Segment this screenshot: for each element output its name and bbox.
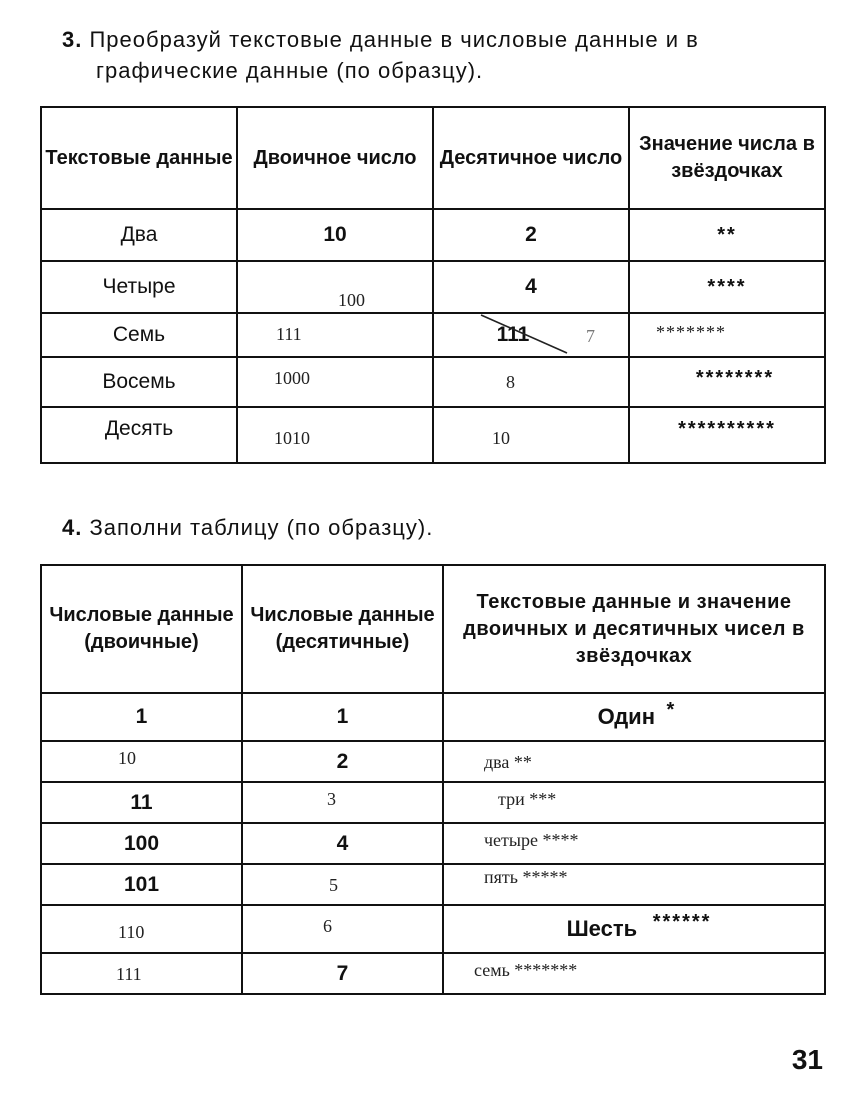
cell-binary: 10 [237, 209, 433, 261]
task3-title-line1: Преобразуй текстовые данные в числовые данные и в [89, 27, 699, 52]
task4-header-row [41, 565, 825, 693]
cell-binary: 1010 [237, 407, 433, 463]
task3-header-stars: Значение числа в звёздочках [629, 107, 825, 209]
cell-decimal: 4 [433, 261, 629, 313]
strike-line [475, 311, 585, 357]
task4-table [40, 564, 826, 995]
cell-decimal: 5 [242, 864, 443, 905]
cell-text: Два [41, 209, 237, 261]
cell-decimal: 6 [242, 905, 443, 953]
cell-binary: 101 [41, 864, 242, 905]
crossed-out-value: 111 [496, 323, 530, 346]
task3-header-text: Текстовые данные [41, 107, 237, 209]
task3-number: 3. [62, 27, 83, 52]
task3-header-decimal: Десятичное число [433, 107, 629, 209]
task3-header-row [41, 107, 825, 209]
cell-binary: 111 [237, 313, 433, 357]
table-row [41, 741, 825, 782]
correction-value: 7 [586, 326, 595, 346]
cell-stars: ********** [629, 407, 825, 463]
table-row [41, 313, 825, 357]
table-row [41, 357, 825, 407]
task3-table [40, 106, 826, 464]
cell-stars: ** [629, 209, 825, 261]
cell-decimal [433, 313, 629, 357]
cell-binary: 10 [41, 741, 242, 782]
cell-text: Восемь [41, 357, 237, 407]
table-row [41, 782, 825, 823]
table-row [41, 693, 825, 741]
task4-header-decimal: Числовые данные (десятичные) [242, 565, 443, 693]
cell-decimal: 4 [242, 823, 443, 864]
table-row [41, 261, 825, 313]
table-row [41, 823, 825, 864]
page-number: 31 [791, 1044, 823, 1075]
cell-text: пять ***** [443, 864, 825, 905]
cell-binary: 11 [41, 782, 242, 823]
table-row [41, 953, 825, 994]
task4-title-text: Заполни таблицу (по образцу). [89, 515, 434, 540]
task4-header-binary: Числовые данные (двоичные) [41, 565, 242, 693]
cell-stars: ******** [629, 357, 825, 407]
cell-decimal: 3 [242, 782, 443, 823]
task4-title [62, 512, 433, 543]
task4-header-text-stars: Текстовые данные и значение двоичных и десятичных чисел в звёздочках [443, 565, 825, 693]
cell-decimal: 1 [242, 693, 443, 741]
cell-decimal: 10 [433, 407, 629, 463]
cell-binary: 100 [237, 261, 433, 313]
cell-text: четыре **** [443, 823, 825, 864]
task3-header-binary: Двоичное число [237, 107, 433, 209]
cell-stars: **** [629, 261, 825, 313]
cell-binary: 111 [41, 953, 242, 994]
table-row [41, 864, 825, 905]
cell-decimal: 2 [433, 209, 629, 261]
cell-decimal: 7 [242, 953, 443, 994]
cell-stars: ******* [629, 313, 825, 357]
task3-title-line2: графические данные (по образцу). [96, 58, 484, 83]
cell-binary: 1000 [237, 357, 433, 407]
cell-binary: 100 [41, 823, 242, 864]
cell-binary: 110 [41, 905, 242, 953]
cell-text: Десять [41, 407, 237, 463]
cell-text: Шесть ****** [443, 905, 825, 953]
table-row [41, 209, 825, 261]
cell-text: три *** [443, 782, 825, 823]
cell-decimal: 2 [242, 741, 443, 782]
cell-text: семь ******* [443, 953, 825, 994]
cell-text: Семь [41, 313, 237, 357]
cell-decimal: 8 [433, 357, 629, 407]
cell-binary: 1 [41, 693, 242, 741]
cell-text: два ** [443, 741, 825, 782]
table-row [41, 905, 825, 953]
task4-number: 4. [62, 515, 83, 540]
task3-title [62, 24, 699, 86]
table-row [41, 407, 825, 463]
cell-text: Четыре [41, 261, 237, 313]
cell-text: Один * [443, 693, 825, 741]
